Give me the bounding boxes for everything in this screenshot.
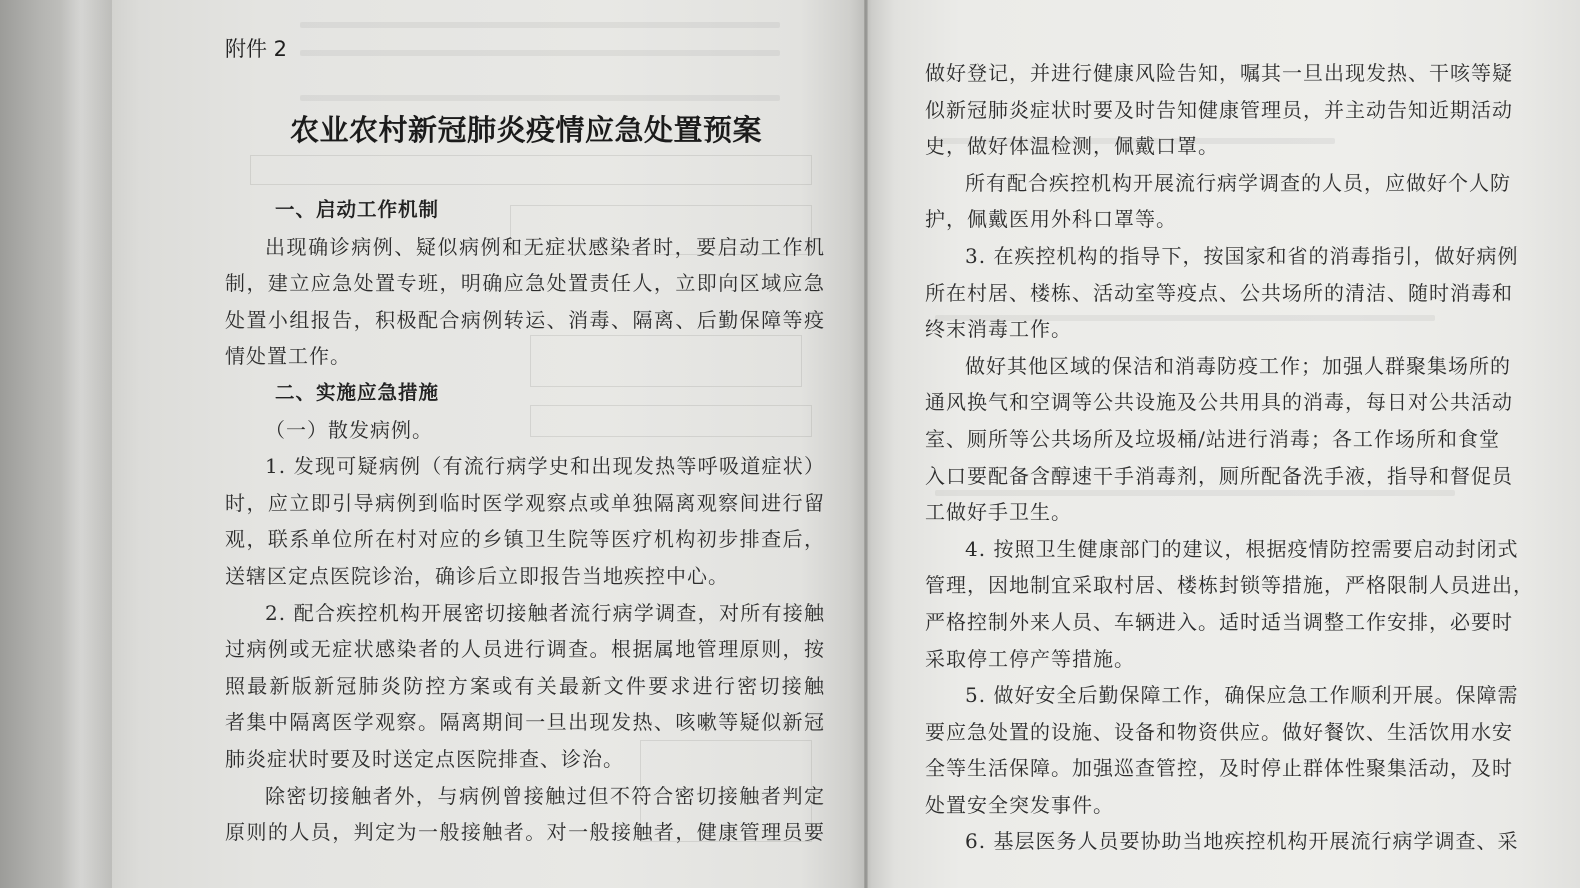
paragraph-line: 做好其他区域的保洁和消毒防疫工作；加强人群聚集场所的: [965, 353, 1511, 378]
paragraph-line: 者集中隔离医学观察。隔离期间一旦出现发热、咳嗽等疑似新冠: [225, 710, 825, 735]
paragraph-line: 过病例或无症状感染者的人员进行调查。根据属地管理原则，按: [225, 637, 825, 662]
paragraph-line: 所在村居、楼栋、活动室等疫点、公共场所的清洁、随时消毒和: [925, 280, 1513, 305]
document-title: 农业农村新冠肺炎疫情应急处置预案: [290, 113, 763, 147]
paragraph-line: 入口要配备含醇速干手消毒剂，厕所配备洗手液，指导和督促员: [925, 463, 1513, 488]
right-page: [925, 0, 1534, 888]
paragraph-line: 所有配合疾控机构开展流行病学调查的人员，应做好个人防: [965, 170, 1511, 195]
paragraph-line: 要应急处置的设施、设备和物资供应。做好餐饮、生活饮用水安: [925, 719, 1513, 744]
paragraph-line: 5. 做好安全后勤保障工作，确保应急工作顺利开展。保障需: [965, 683, 1519, 708]
paragraph-line: 工做好手卫生。: [925, 500, 1072, 525]
section-heading: 一、启动工作机制: [275, 198, 440, 221]
paragraph-line: 史，做好体温检测，佩戴口罩。: [925, 134, 1219, 159]
paragraph-line: 原则的人员，判定为一般接触者。对一般接触者，健康管理员要: [225, 820, 825, 845]
paragraph-line: 时，应立即引导病例到临时医学观察点或单独隔离观察间进行留: [225, 490, 825, 515]
paragraph-line: 全等生活保障。加强巡查管控，及时停止群体性聚集活动，及时: [925, 756, 1513, 781]
paragraph-line: 4. 按照卫生健康部门的建议，根据疫情防控需要启动封闭式: [965, 536, 1519, 561]
paragraph-line: 2. 配合疾控机构开展密切接触者流行病学调查，对所有接触: [265, 600, 825, 625]
paragraph-line: 似新冠肺炎症状时要及时告知健康管理员，并主动告知近期活动: [925, 97, 1513, 122]
paragraph-line: 出现确诊病例、疑似病例和无症状感染者时，要启动工作机: [265, 234, 825, 259]
attachment-label: 附件 2: [225, 37, 288, 61]
paragraph-line: 情处置工作。: [225, 344, 351, 369]
section-heading: 二、实施应急措施: [275, 380, 440, 404]
book-gutter: [864, 0, 868, 888]
paragraph-line: 通风换气和空调等公共设施及公共用具的消毒，每日对公共活动: [925, 390, 1513, 415]
paragraph-line: 管理，因地制宜采取村居、楼栋封锁等措施，严格限制人员进出，: [925, 573, 1534, 598]
paragraph-line: 送辖区定点医院诊治，确诊后立即报告当地疾控中心。: [225, 563, 729, 588]
paragraph-line: 除密切接触者外，与病例曾接触过但不符合密切接触者判定: [265, 783, 825, 808]
paragraph-line: 6. 基层医务人员要协助当地疾控机构开展流行病学调查、采: [965, 829, 1519, 854]
paragraph-line: 3. 在疾控机构的指导下，按国家和省的消毒指引，做好病例: [965, 243, 1519, 268]
sub-heading: （一）散发病例。: [265, 417, 433, 442]
paragraph-line: 室、厕所等公共场所及垃圾桶/站进行消毒；各工作场所和食堂: [925, 426, 1500, 451]
page-edge-shadow: [60, 0, 112, 888]
left-page: [225, 0, 825, 888]
paragraph-line: 照最新版新冠肺炎防控方案或有关最新文件要求进行密切接触: [225, 673, 825, 698]
left-body: [225, 192, 825, 851]
paragraph-line: 严格控制外来人员、车辆进入。适时适当调整工作安排，必要时: [925, 609, 1513, 634]
right-body: [925, 55, 1534, 860]
paragraph-line: 处置安全突发事件。: [925, 792, 1114, 817]
paragraph-line: 1. 发现可疑病例（有流行病学史和出现发热等呼吸道症状）: [265, 454, 825, 479]
paragraph-line: 护，佩戴医用外科口罩等。: [925, 207, 1177, 232]
paragraph-line: 观，联系单位所在村对应的乡镇卫生院等医疗机构初步排查后，: [225, 527, 825, 552]
paragraph-line: 做好登记，并进行健康风险告知，嘱其一旦出现发热、干咳等疑: [925, 61, 1513, 85]
paragraph-line: 制，建立应急处置专班，明确应急处置责任人，立即向区域应急: [225, 271, 825, 296]
paragraph-line: 处置小组报告，积极配合病例转运、消毒、隔离、后勤保障等疫: [225, 307, 825, 332]
paragraph-line: 肺炎症状时要及时送定点医院排查、诊治。: [225, 746, 624, 771]
paragraph-line: 终末消毒工作。: [925, 317, 1072, 342]
paragraph-line: 采取停工停产等措施。: [925, 646, 1135, 671]
